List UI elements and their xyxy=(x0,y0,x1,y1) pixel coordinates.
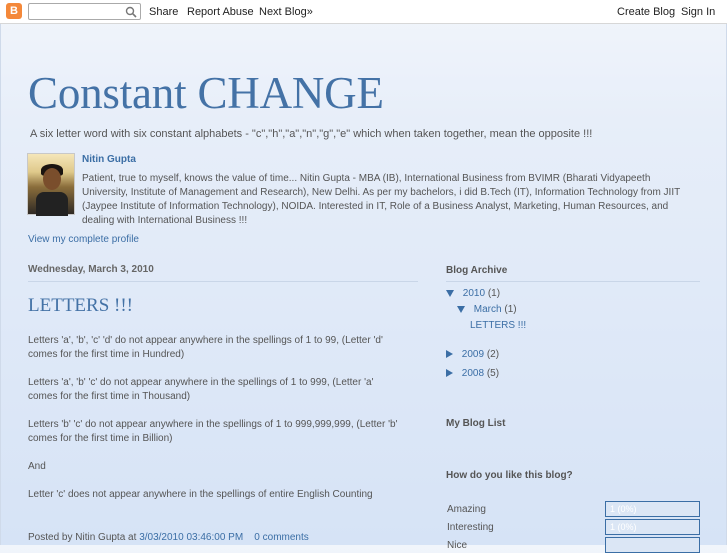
archive-count: (1) xyxy=(504,304,517,315)
archive-title: Blog Archive xyxy=(446,265,508,276)
archive-month-march xyxy=(457,304,517,315)
poll-option-label: Nice xyxy=(447,540,468,551)
blog-title[interactable]: Constant CHANGE xyxy=(28,68,384,118)
poll-result-text: 1 (0%) xyxy=(610,504,637,514)
search-input[interactable] xyxy=(32,4,124,19)
search-icon[interactable] xyxy=(125,6,137,18)
post-paragraph: Letters 'b' 'c' do not appear anywhere in the spellings of 1 to 999,999,999, (Letter 'b' comes for the first time in Billion) xyxy=(28,419,398,444)
avatar-face xyxy=(43,168,61,190)
archive-count: (5) xyxy=(486,368,500,379)
archive-link-letters[interactable]: LETTERS !!! xyxy=(470,320,527,331)
poll-result-bar xyxy=(605,537,700,553)
archive-count: (2) xyxy=(486,349,500,360)
create-blog-link[interactable]: Create Blog xyxy=(617,6,676,18)
post-paragraph: Letters 'a', 'b', 'c' 'd' do not appear anywhere in the spellings of 1 to 99, (Letter 'd' comes for the first time in Hundred) xyxy=(28,335,383,360)
blogger-logo-icon[interactable] xyxy=(6,3,22,19)
collapse-toggle-icon[interactable] xyxy=(457,306,465,313)
avatar[interactable] xyxy=(27,153,75,215)
archive-post-letters xyxy=(470,320,526,331)
collapse-toggle-icon[interactable] xyxy=(446,290,454,297)
report-abuse-link[interactable]: Report Abuse xyxy=(187,6,254,18)
expand-toggle-icon[interactable] xyxy=(446,350,453,358)
archive-link-2008[interactable]: 2008 xyxy=(461,368,485,379)
view-profile-link[interactable]: View my complete profile xyxy=(28,234,139,245)
post-paragraph: Letter 'c' does not appear anywhere in the spellings of entire English Counting xyxy=(28,489,373,500)
post-paragraph: Letters 'a', 'b' 'c' do not appear anywhere in the spellings of 1 to 999, (Letter 'a' comes for the first time in Thousand) xyxy=(28,377,374,402)
post-divider xyxy=(28,281,418,282)
blogger-logo-letter: B xyxy=(10,5,18,17)
post-paragraph: And xyxy=(28,461,46,472)
archive-link-2009[interactable]: 2009 xyxy=(461,349,485,360)
archive-link-march[interactable]: March xyxy=(473,304,502,315)
post-comments-link[interactable]: 0 comments xyxy=(254,532,309,543)
avatar-shirt xyxy=(36,192,68,216)
blog-list-title: My Blog List xyxy=(446,418,506,429)
post-author-prefix: Posted by Nitin Gupta at xyxy=(28,532,137,543)
post-title-link[interactable]: LETTERS !!! xyxy=(28,295,134,316)
expand-toggle-icon[interactable] xyxy=(446,369,453,377)
poll-option-label: Interesting xyxy=(447,522,494,533)
post-timestamp-link[interactable]: 3/03/2010 03:46:00 PM xyxy=(139,532,244,543)
profile-bio: Patient, true to myself, knows the value of time... Nitin Gupta - MBA (IB), International Business from BVIMR (Bharati Vidyapeeth University, Institute of Management and Research), New Delhi. As per my bachelors, i did B.Tech (IT), Information Technology from JIIT (Jaypee Institute of Information Technology), NOIDA. Interested in IT, Role of a Business Analyst, Marketing, Human Resources, and dealing with International Business !!! xyxy=(82,173,681,226)
archive-year-2010 xyxy=(446,288,500,299)
sign-in-link[interactable]: Sign In xyxy=(681,6,716,18)
poll-option-label: Amazing xyxy=(447,504,486,515)
profile-name-link[interactable]: Nitin Gupta xyxy=(82,154,136,165)
blog-description: A six letter word with six constant alphabets - "c","h","a","n","g","e" which when taken together, mean the opposite !!! xyxy=(30,128,593,140)
post-footer xyxy=(28,532,309,543)
poll-result-bar xyxy=(605,519,700,535)
archive-year-2009 xyxy=(446,349,499,360)
archive-count: (1) xyxy=(487,288,501,299)
archive-year-2008 xyxy=(446,368,499,379)
search-box xyxy=(28,3,141,20)
next-blog-link[interactable]: Next Blog» xyxy=(259,6,313,18)
post-body xyxy=(28,334,398,516)
post-date-header: Wednesday, March 3, 2010 xyxy=(28,264,154,275)
poll-title: How do you like this blog? xyxy=(446,470,573,481)
share-link[interactable]: Share xyxy=(149,6,179,18)
poll-result-bar xyxy=(605,501,700,517)
archive-link-2010[interactable]: 2010 xyxy=(462,288,486,299)
sidebar-divider xyxy=(446,281,700,282)
blogger-navbar xyxy=(0,0,727,24)
poll-result-text: 1 (0%) xyxy=(610,522,637,532)
